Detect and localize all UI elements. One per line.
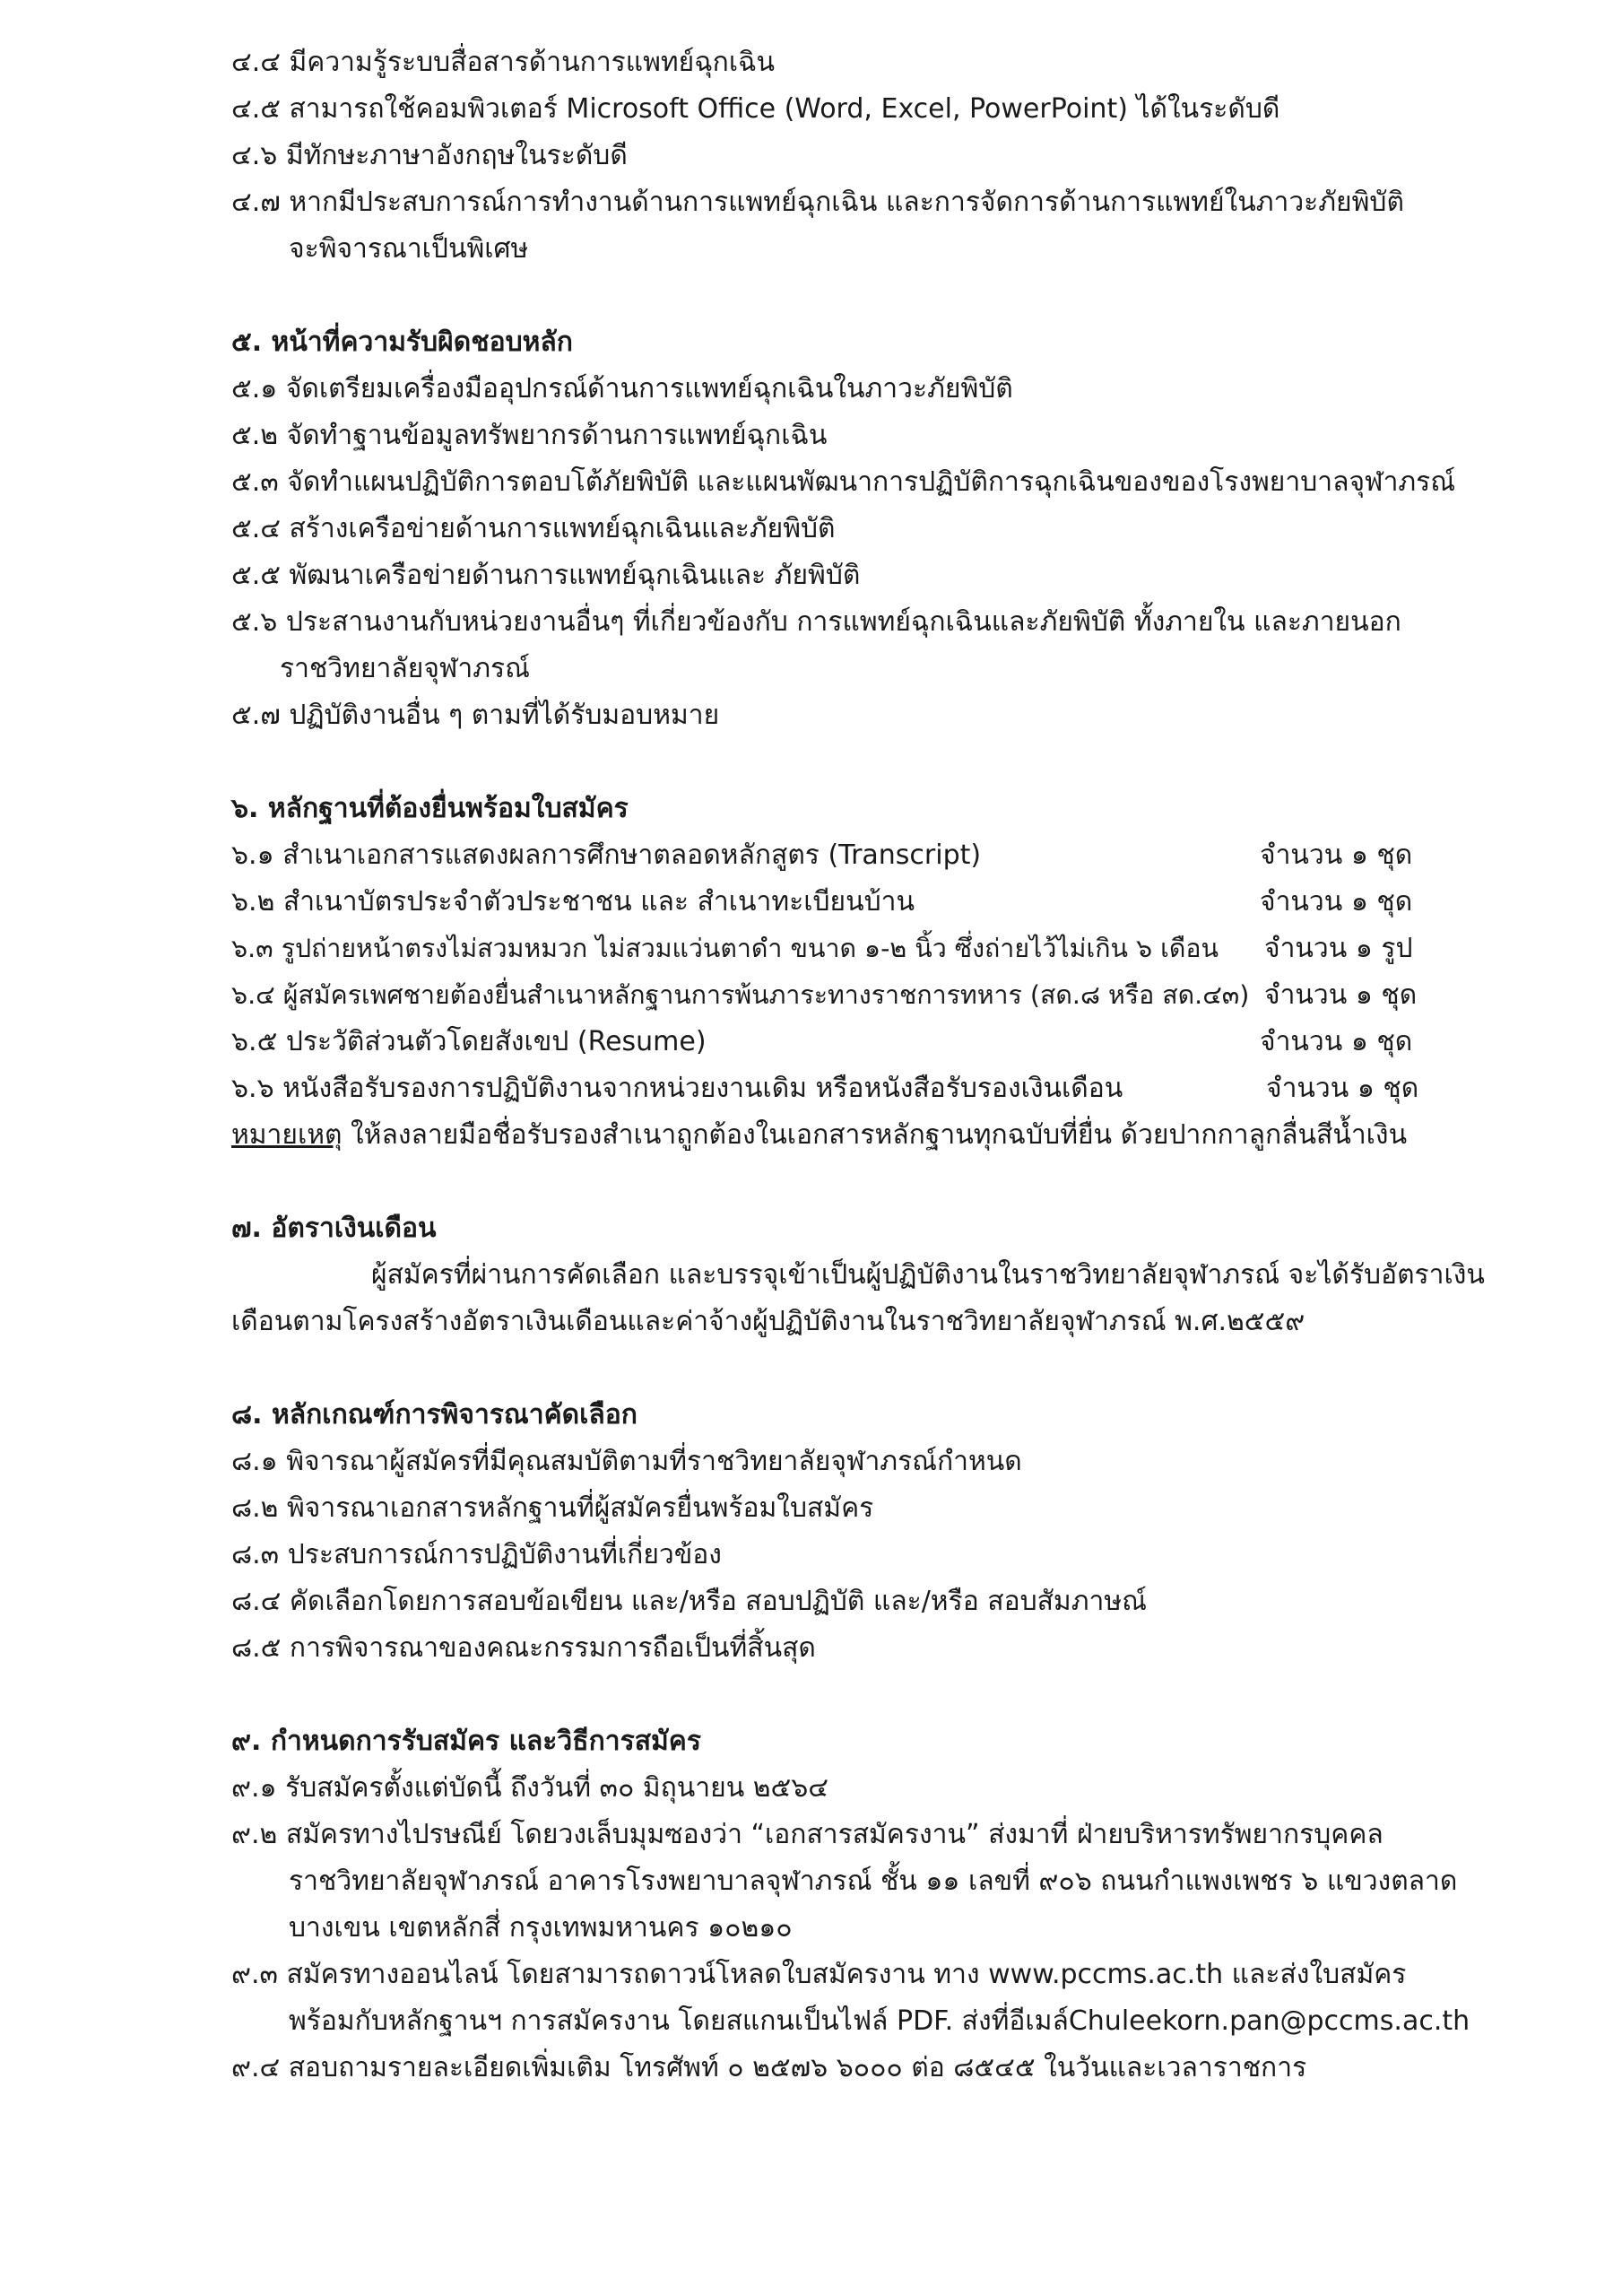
item-6-6-qty: จำนวน ๑ ชุด [1266, 1073, 1419, 1104]
item-5-4: ๕.๔ สร้างเครือข่ายด้านการแพทย์ฉุกเฉินและภัยพิบัติ [231, 513, 836, 544]
item-6-4-qty: จำนวน ๑ ชุด [1264, 979, 1418, 1011]
item-6-2-qty: จำนวน ๑ ชุด [1260, 886, 1413, 918]
item-6-3: ๖.๓ รูปถ่ายหน้าตรงไม่สวมหมวก ไม่สวมแว่นตาดำ ขนาด ๑-๒ นิ้ว ซึ่งถ่ายไว้ไม่เกิน ๖ เดือน [231, 934, 1219, 963]
note-line [231, 1118, 1407, 1153]
item-8-5: ๘.๕ การพิจารณาของคณะกรรมการถือเป็นที่สิ้นสุด [231, 1632, 816, 1664]
item-6-4: ๖.๔ ผู้สมัครเพศชายต้องยื่นสำเนาหลักฐานการพ้นภาระทางราชการทหาร (สด.๘ หรือ สด.๔๓) [231, 980, 1250, 1010]
item-6-2: ๖.๒ สำเนาบัตรประจำตัวประชาชน และ สำเนาทะเบียนบ้าน [231, 886, 915, 918]
note-label: หมายเหตุ [231, 1119, 343, 1151]
item-9-2-cont-1: ราชวิทยาลัยจุฬาภรณ์ อาคารโรงพยาบาลจุฬาภรณ์ ชั้น ๑๑ เลขที่ ๙๐๖ ถนนกำแพงเพชร ๖ แขวงตลาด [289, 1866, 1458, 1897]
section-8-heading: ๘. หลักเกณฑ์การพิจารณาคัดเลือก [231, 1399, 638, 1431]
item-5-6-cont: ราชวิทยาลัยจุฬาภรณ์ [280, 653, 530, 684]
item-9-2-cont-2: บางเขน เขตหลักสี่ กรุงเทพมหานคร ๑๐๒๑๐ [289, 1912, 793, 1944]
item-5-7: ๕.๗ ปฏิบัติงานอื่น ๆ ตามที่ได้รับมอบหมาย [231, 700, 720, 731]
salary-paragraph-line-2: เดือนตามโครงสร้างอัตราเงินเดือนและค่าจ้างผู้ปฏิบัติงานในราชวิทยาลัยจุฬาภรณ์ พ.ศ.๒๕๕๙ [231, 1306, 1305, 1337]
item-6-1-qty: จำนวน ๑ ชุด [1260, 839, 1413, 871]
item-6-1: ๖.๑ สำเนาเอกสารแสดงผลการศึกษาตลอดหลักสูตร (Transcript) [231, 839, 982, 871]
salary-paragraph-line-1: ผู้สมัครที่ผ่านการคัดเลือก และบรรจุเข้าเป็นผู้ปฏิบัติงานในราชวิทยาลัยจุฬาภรณ์ จะได้รับอัตราเงิน [371, 1259, 1485, 1291]
item-9-4: ๙.๔ สอบถามรายละเอียดเพิ่มเติม โทรศัพท์ ๐ ๒๕๗๖ ๖๐๐๐ ต่อ ๘๕๔๕ ในวันและเวลาราชการ [231, 2052, 1307, 2083]
item-9-3: ๙.๓ สมัครทางออนไลน์ โดยสามารถดาวน์โหลดใบสมัครงาน ทาง www.pccms.ac.th และส่งใบสมัคร [231, 1959, 1407, 1990]
item-4-6: ๔.๖ มีทักษะภาษาอังกฤษในระดับดี [231, 140, 628, 171]
item-8-1: ๘.๑ พิจารณาผู้สมัครที่มีคุณสมบัติตามที่ราชวิทยาลัยจุฬาภรณ์กำหนด [231, 1446, 1022, 1477]
item-5-1: ๕.๑ จัดเตรียมเครื่องมืออุปกรณ์ด้านการแพทย์ฉุกเฉินในภาวะภัยพิบัติ [231, 373, 1013, 404]
section-5-heading: ๕. หน้าที่ความรับผิดชอบหลัก [231, 326, 573, 358]
item-4-7-cont: จะพิจารณาเป็นพิเศษ [289, 233, 529, 265]
section-7-heading: ๗. อัตราเงินเดือน [231, 1213, 437, 1244]
item-4-5: ๔.๕ สามารถใช้คอมพิวเตอร์ Microsoft Office (Word, Excel, PowerPoint) ได้ในระดับดี [231, 93, 1280, 125]
item-8-3: ๘.๓ ประสบการณ์การปฏิบัติงานที่เกี่ยวข้อง [231, 1539, 722, 1570]
item-6-5: ๖.๕ ประวัติส่วนตัวโดยสังเขป (Resume) [231, 1026, 707, 1057]
item-9-1: ๙.๑ รับสมัครตั้งแต่บัดนี้ ถึงวันที่ ๓๐ มิถุนายน ๒๕๖๔ [231, 1772, 829, 1804]
item-4-7: ๔.๗ หากมีประสบการณ์การทำงานด้านการแพทย์ฉุกเฉิน และการจัดการด้านการแพทย์ในภาวะภัยพิบัติ [231, 187, 1404, 218]
section-9-heading: ๙. กำหนดการรับสมัคร และวิธีการสมัคร [231, 1726, 701, 1757]
item-8-4: ๘.๔ คัดเลือกโดยการสอบข้อเขียน และ/หรือ สอบปฏิบัติ และ/หรือ สอบสัมภาษณ์ [231, 1586, 1147, 1617]
item-5-3: ๕.๓ จัดทำแผนปฏิบัติการตอบโต้ภัยพิบัติ และแผนพัฒนาการปฏิบัติการฉุกเฉินของของโรงพยาบาลจุฬาภรณ์ [231, 466, 1456, 498]
section-6-heading: ๖. หลักฐานที่ต้องยื่นพร้อมใบสมัคร [231, 793, 629, 824]
item-9-3-cont: พร้อมกับหลักฐานฯ การสมัครงาน โดยสแกนเป็นไฟล์ PDF. ส่งที่อีเมล์Chuleekorn.pan@pccms.ac.th [289, 2005, 1470, 2037]
item-5-6: ๕.๖ ประสานงานกับหน่วยงานอื่นๆ ที่เกี่ยวข้องกับ การแพทย์ฉุกเฉินและภัยพิบัติ ทั้งภายใน และภายนอก [231, 606, 1401, 638]
item-6-6: ๖.๖ หนังสือรับรองการปฏิบัติงานจากหน่วยงานเดิม หรือหนังสือรับรองเงินเดือน [231, 1073, 1123, 1104]
item-6-3-qty: จำนวน ๑ รูป [1264, 933, 1413, 964]
item-5-2: ๕.๒ จัดทำฐานข้อมูลทรัพยากรด้านการแพทย์ฉุกเฉิน [231, 420, 828, 451]
item-9-2: ๙.๒ สมัครทางไปรษณีย์ โดยวงเล็บมุมซองว่า “เอกสารสมัครงาน” ส่งมาที่ ฝ่ายบริหารทรัพยากรบุคคล [231, 1819, 1383, 1850]
item-6-5-qty: จำนวน ๑ ชุด [1260, 1026, 1413, 1057]
note-text: ให้ลงลายมือชื่อรับรองสำเนาถูกต้องในเอกสารหลักฐานทุกฉบับที่ยื่น ด้วยปากกาลูกลื่นสีน้ำเงิน [342, 1119, 1408, 1151]
item-8-2: ๘.๒ พิจารณาเอกสารหลักฐานที่ผู้สมัครยื่นพร้อมใบสมัคร [231, 1492, 874, 1524]
item-4-4: ๔.๔ มีความรู้ระบบสื่อสารด้านการแพทย์ฉุกเฉิน [231, 47, 776, 78]
item-5-5: ๕.๕ พัฒนาเครือข่ายด้านการแพทย์ฉุกเฉินและ ภัยพิบัติ [231, 560, 861, 591]
